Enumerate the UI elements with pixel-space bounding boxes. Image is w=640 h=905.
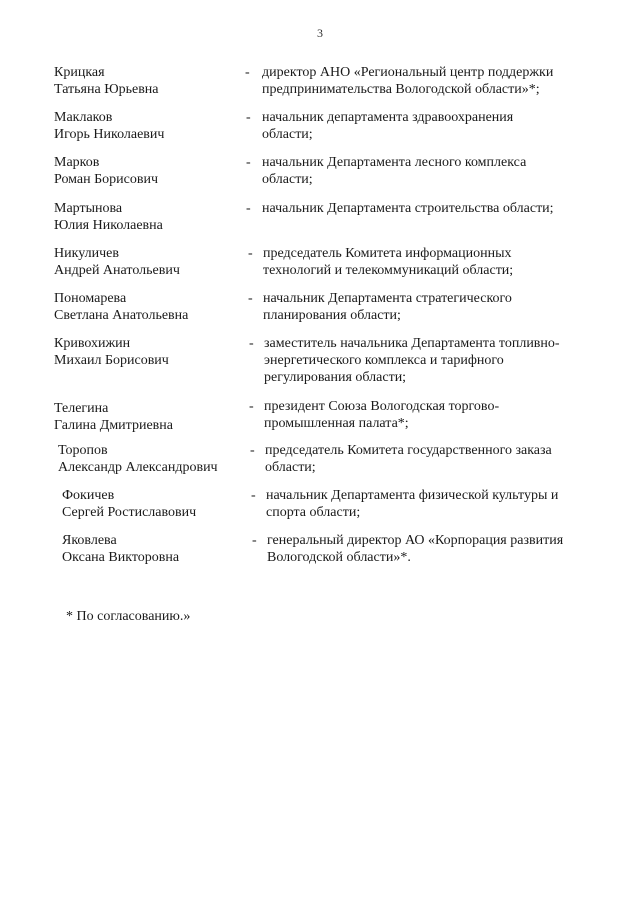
role-line: энергетического комплекса и тарифного: [264, 353, 504, 368]
role-line: президент Союза Вологодская торгово-: [264, 399, 500, 414]
dash: -: [246, 110, 251, 125]
page-number: 3: [317, 26, 323, 40]
member-role: [264, 335, 594, 386]
member-surname: Мартынова: [54, 201, 123, 216]
member-given-names: Андрей Анатольевич: [54, 263, 180, 278]
member-role: [266, 487, 596, 521]
member-given-names: Сергей Ростиславович: [62, 505, 197, 520]
role-line: регулирования области;: [264, 370, 407, 385]
member-given-names: Роман Борисович: [54, 172, 159, 187]
member-given-names: Михаил Борисович: [54, 353, 169, 368]
member-name: [54, 200, 244, 234]
role-line: планирования области;: [263, 308, 401, 323]
role-line: начальник Департамента физической культуры и: [266, 488, 559, 503]
member-surname: Яковлева: [62, 533, 117, 548]
dash: -: [250, 443, 255, 458]
role-line: генеральный директор АО «Корпорация развития: [267, 533, 564, 548]
member-name: [54, 400, 244, 434]
role-line: технологий и телекоммуникаций области;: [263, 263, 514, 278]
member-name: [54, 290, 244, 324]
role-line: промышленная палата*;: [264, 416, 409, 431]
member-given-names: Игорь Николаевич: [54, 127, 165, 142]
dash: -: [246, 201, 251, 216]
member-name: [54, 109, 244, 143]
member-surname: Маклаков: [54, 110, 113, 125]
dash: -: [248, 291, 253, 306]
member-given-names: Юлия Николаевна: [54, 218, 163, 233]
member-surname: Пономарева: [54, 291, 127, 306]
dash: -: [245, 65, 250, 80]
member-name: [54, 64, 244, 98]
role-line: предпринимательства Вологодской области»*;: [262, 82, 540, 97]
member-given-names: Галина Дмитриевна: [54, 418, 173, 433]
role-line: области;: [265, 460, 316, 475]
member-role: [262, 200, 592, 217]
member-role: [267, 532, 597, 566]
role-line: председатель Комитета информационных: [263, 246, 512, 261]
member-role: [264, 398, 594, 432]
member-name: [54, 335, 244, 369]
member-role: [262, 109, 592, 143]
dash: -: [249, 336, 254, 351]
dash: -: [248, 246, 253, 261]
role-line: начальник Департамента стратегического: [263, 291, 512, 306]
member-given-names: Татьяна Юрьевна: [54, 82, 159, 97]
member-role: [263, 245, 593, 279]
footnote: * По согласованию.»: [66, 609, 191, 624]
role-line: области;: [262, 172, 313, 187]
member-surname: Кривохижин: [54, 336, 131, 351]
role-line: директор АНО «Региональный центр поддержки: [262, 65, 554, 80]
member-given-names: Оксана Викторовна: [62, 550, 180, 565]
member-surname: Марков: [54, 155, 100, 170]
member-name: [54, 245, 244, 279]
role-line: спорта области;: [266, 505, 361, 520]
dash: -: [246, 155, 251, 170]
member-surname: Никуличев: [54, 246, 119, 261]
dash: -: [249, 399, 254, 414]
role-line: Вологодской области»*.: [267, 550, 411, 565]
member-given-names: Светлана Анатольевна: [54, 308, 189, 323]
member-name: [62, 532, 252, 566]
dash: -: [252, 533, 257, 548]
member-surname: Фокичев: [62, 488, 115, 503]
role-line: председатель Комитета государственного заказа: [265, 443, 552, 458]
member-role: [262, 64, 592, 98]
role-line: заместитель начальника Департамента топливно-: [264, 336, 560, 351]
dash: -: [251, 488, 256, 503]
role-line: начальник департамента здравоохранения: [262, 110, 514, 125]
member-given-names: Александр Александрович: [58, 460, 218, 475]
member-name: [62, 487, 252, 521]
role-line: начальник Департамента строительства области;: [262, 201, 554, 216]
member-name: [58, 442, 248, 476]
member-role: [265, 442, 595, 476]
member-name: [54, 154, 244, 188]
member-surname: Телегина: [54, 401, 109, 416]
role-line: начальник Департамента лесного комплекса: [262, 155, 527, 170]
member-role: [262, 154, 592, 188]
role-line: области;: [262, 127, 313, 142]
member-surname: Торопов: [58, 443, 108, 458]
member-role: [263, 290, 593, 324]
member-surname: Крицкая: [54, 65, 105, 80]
